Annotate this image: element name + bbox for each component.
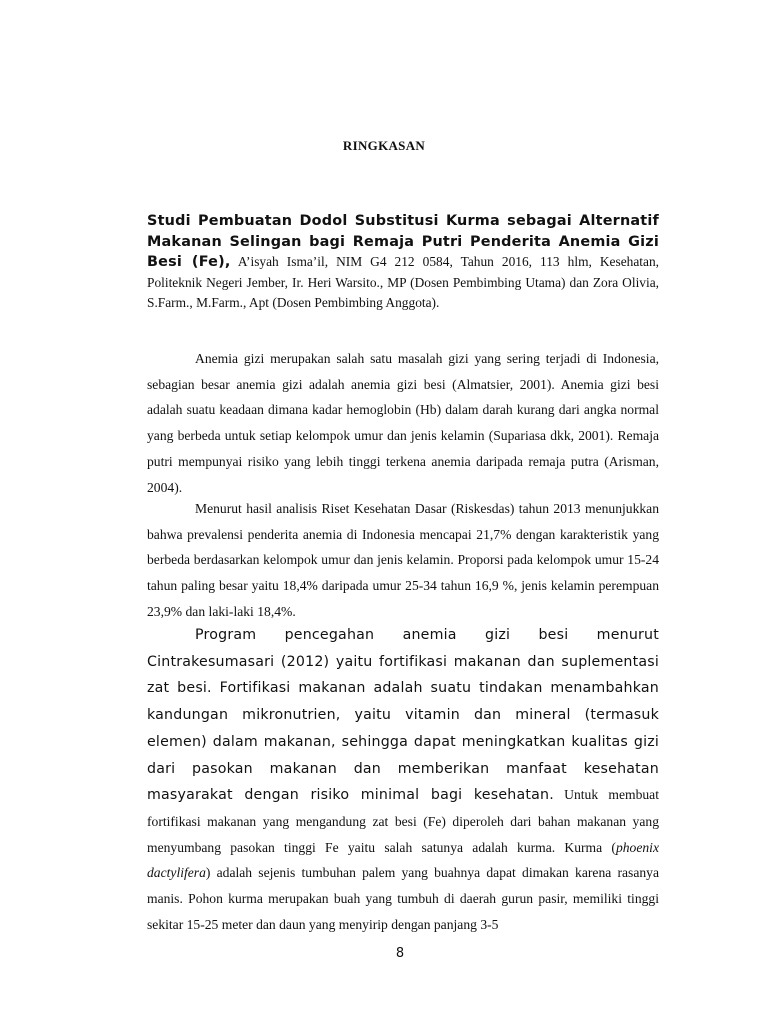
page-heading: RINGKASAN bbox=[342, 138, 426, 153]
thesis-title: Studi Pembuatan Dodol Substitusi Kurma sebagai Alternatif Makanan Selingan bagi Remaja Putri Penderita Anemia Gizi Besi (Fe), bbox=[147, 213, 659, 270]
paragraph-fortification-serif-part-a: Untuk membuat fortifikasi makanan yang mengandung zat besi (Fe) diperoleh dari bahan makanan yang menyumbang pasokan tinggi Fe yaitu salah satunya adalah kurma. Kurma ( bbox=[147, 787, 659, 855]
paragraph-riskesdas: Menurut hasil analisis Riset Kesehatan Dasar (Riskesdas) tahun 2013 menunjukkan bahwa prevalensi penderita anemia di Indonesia mencapai 21,7% dengan karakteristik yang berbeda berdasarkan kelompok umur dan jenis kelamin. Proporsi pada kelompok umur 15-24 tahun paling besar yaitu 18,4% daripada umur 25-34 tahun 16,9 %, jenis kelamin perempuan 23,9% dan laki-laki 18,4%. bbox=[147, 501, 659, 619]
paragraph-fortification-sans-part: Program pencegahan anemia gizi besi menurut Cintrakesumasari (2012) yaitu fortifikasi makanan dan suplementasi zat besi. Fortifikasi makanan adalah suatu tindakan menambahkan kandungan mikronutrien, yaitu vitamin dan mineral (termasuk elemen) dalam makanan, sehingga dapat meningkatkan kualitas gizi dari pasokan makanan dan memberikan manfaat kesehatan masyarakat dengan risiko minimal bagi kesehatan. bbox=[147, 627, 659, 804]
paragraph-fortification bbox=[147, 622, 659, 937]
abstract-block bbox=[147, 211, 659, 314]
paragraph-fortification-serif-part-b: ) adalah sejenis tumbuhan palem yang buahnya dapat dimakan karena rasanya manis. Pohon kurma merupakan buah yang tumbuh di daerah gurun pasir, memiliki tinggi sekitar 15-25 meter dan daun yang menyirip dengan panjang 3-5 bbox=[147, 865, 659, 932]
thesis-citation: A’isyah Isma’il, NIM G4 212 0584, Tahun 2016, 113 hlm, Kesehatan, Politeknik Negeri Jember, Ir. Heri Warsito., MP (Dosen Pembimbing Utama) dan Zora Olivia, S.Farm., M.Farm., Apt (Dosen Pembimbing Anggota). bbox=[147, 254, 659, 310]
page-number: 8 bbox=[395, 946, 405, 961]
paragraph-anemia-definition: Anemia gizi merupakan salah satu masalah gizi yang sering terjadi di Indonesia, sebagian besar anemia gizi adalah anemia gizi besi (Almatsier, 2001). Anemia gizi besi adalah suatu keadaan dimana kadar hemoglobin (Hb) dalam darah kurang dari angka normal yang berbeda untuk setiap kelompok umur dan jenis kelamin (Supariasa dkk, 2001). Remaja putri mempunyai risiko yang lebih tinggi terkena anemia daripada remaja putra (Arisman, 2004). bbox=[147, 351, 659, 495]
scientific-name: phoenix dactylifera bbox=[147, 839, 659, 881]
